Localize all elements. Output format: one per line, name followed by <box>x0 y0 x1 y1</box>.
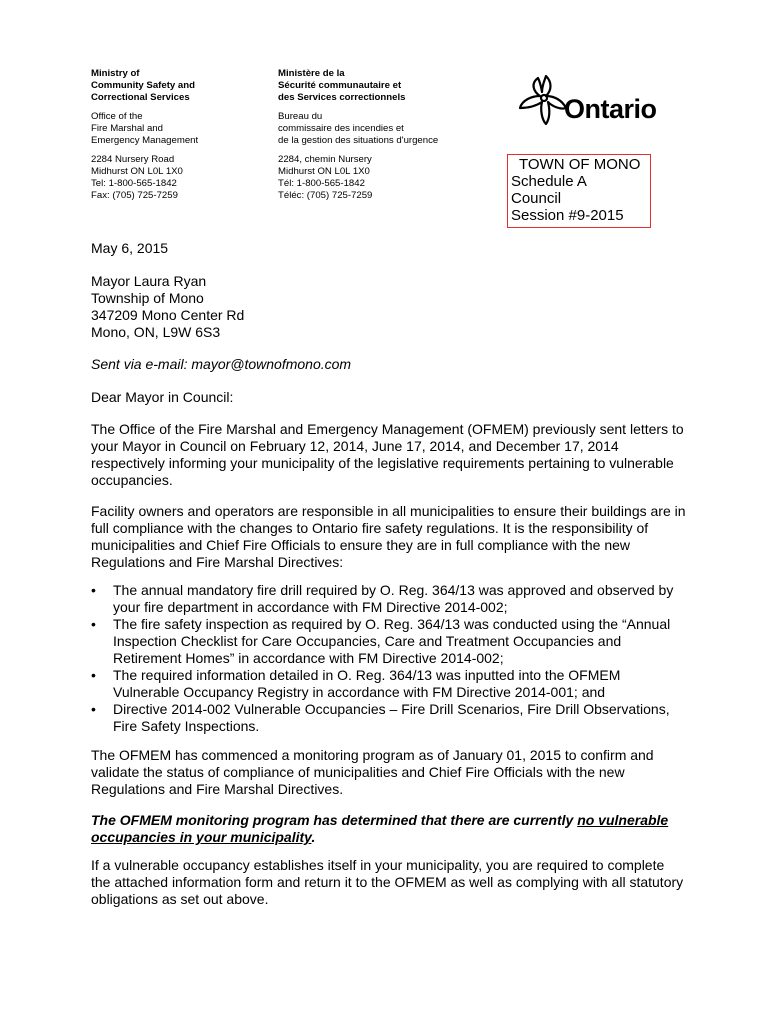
list-item-text: The fire safety inspection as required by O. Reg. 364/13 was conducted using the “Annual Inspection Checklist for Care Occupancies, Care and Treatment Occupancies and Retirement Homes” in accordance with FM Directive 2014-002; <box>113 616 671 666</box>
office-name-en <box>91 111 271 147</box>
address-line: Tél: 1-800-565-1842 <box>278 178 365 189</box>
ministry-line: Sécurité communautaire et <box>278 80 402 91</box>
address-line: Midhurst ON L0L 1X0 <box>278 166 370 177</box>
address-line: 2284, chemin Nursery <box>278 154 372 165</box>
stamp-line: Council <box>511 190 562 207</box>
ministry-line: Ministry of <box>91 68 140 79</box>
stamp-line: TOWN OF MONO <box>519 156 641 173</box>
list-item-text: The annual mandatory fire drill required by O. Reg. 364/13 was approved and observed by your fire department in accordance with FM Directive 2014-002; <box>113 582 674 615</box>
list-item <box>91 616 687 667</box>
recipient-line: 347209 Mono Center Rd <box>91 307 245 323</box>
list-item <box>91 701 687 735</box>
bullet-glyph: • <box>91 701 96 717</box>
list-item <box>91 667 687 701</box>
address-en <box>91 154 271 202</box>
list-item-text: Directive 2014-002 Vulnerable Occupancies – Fire Drill Scenarios, Fire Drill Observations, Fire Safety Inspections. <box>113 701 670 734</box>
result-end: . <box>311 829 316 845</box>
ministry-name-en <box>91 68 271 104</box>
result-emphasis: no vulnerable occupancies in your municipality <box>91 812 669 845</box>
paragraph-monitoring-result <box>91 812 687 846</box>
compliance-requirements-list <box>91 582 687 735</box>
ontario-wordmark: Ontario <box>564 94 657 124</box>
address-line: Midhurst ON L0L 1X0 <box>91 166 183 177</box>
address-line: Fax: (705) 725-7259 <box>91 190 178 201</box>
paragraph-monitoring-program: The OFMEM has commenced a monitoring program as of January 01, 2015 to confirm and validate the status of compliance of municipalities and Chief Fire Officials with the new Regulations and Fire Marshal Directives. <box>91 747 654 797</box>
recipient-line: Mono, ON, L9W 6S3 <box>91 324 221 340</box>
bullet-glyph: • <box>91 582 96 598</box>
address-fr <box>278 154 478 202</box>
recipient-line: Mayor Laura Ryan <box>91 273 207 289</box>
office-name-fr <box>278 111 478 147</box>
header-french <box>278 68 478 209</box>
council-schedule-stamp <box>507 154 651 228</box>
ministry-line: Community Safety and <box>91 80 195 91</box>
header-english <box>91 68 271 209</box>
list-item-text: The required information detailed in O. Reg. 364/13 was inputted into the OFMEM Vulnerable Occupancy Registry in accordance with FM Directive 2014-001; and <box>113 667 621 700</box>
office-line: Office of the <box>91 111 143 122</box>
salutation: Dear Mayor in Council: <box>91 389 234 405</box>
ministry-line: Ministère de la <box>278 68 345 79</box>
ministry-line: des Services correctionnels <box>278 92 406 103</box>
paragraph-responsibilities: Facility owners and operators are responsible in all municipalities to ensure their buildings are in full compliance with the changes to Ontario fire safety regulations. It is the responsibility of municipalities and Chief Fire Officials to ensure they are in full compliance with the new Regulations and Fire Marshal Directives: <box>91 503 686 570</box>
bullet-glyph: • <box>91 616 96 632</box>
stamp-line: Session #9-2015 <box>511 207 624 224</box>
sent-via-line: Sent via e-mail: mayor@townofmono.com <box>91 356 352 372</box>
recipient-address <box>91 273 687 341</box>
office-line: Bureau du <box>278 111 323 122</box>
letter-date: May 6, 2015 <box>91 240 169 256</box>
address-line: Tel: 1-800-565-1842 <box>91 178 177 189</box>
address-line: 2284 Nursery Road <box>91 154 175 165</box>
paragraph-next-steps: If a vulnerable occupancy establishes itself in your municipality, you are required to complete the attached information form and return it to the OFMEM as well as complying with all statutory obligations as set out above. <box>91 857 684 907</box>
paragraph-previous-letters: The Office of the Fire Marshal and Emergency Management (OFMEM) previously sent letters to your Mayor in Council on February 12, 2014, June 17, 2014, and December 17, 2014 respectively informing your municipality of the legislative requirements pertaining to vulnerable occupancies. <box>91 421 684 488</box>
list-item <box>91 582 687 616</box>
stamp-line: Schedule A <box>511 173 587 190</box>
result-text: The OFMEM monitoring program has determined that there are currently <box>91 812 578 828</box>
office-line: Fire Marshal and <box>91 123 163 134</box>
office-line: Emergency Management <box>91 135 199 146</box>
office-line: commissaire des incendies et <box>278 123 404 134</box>
recipient-line: Township of Mono <box>91 290 204 306</box>
bullet-glyph: • <box>91 667 96 683</box>
address-line: Téléc: (705) 725-7259 <box>278 190 373 201</box>
office-line: de la gestion des situations d'urgence <box>278 135 439 146</box>
ministry-line: Correctional Services <box>91 92 190 103</box>
ministry-name-fr <box>278 68 478 104</box>
